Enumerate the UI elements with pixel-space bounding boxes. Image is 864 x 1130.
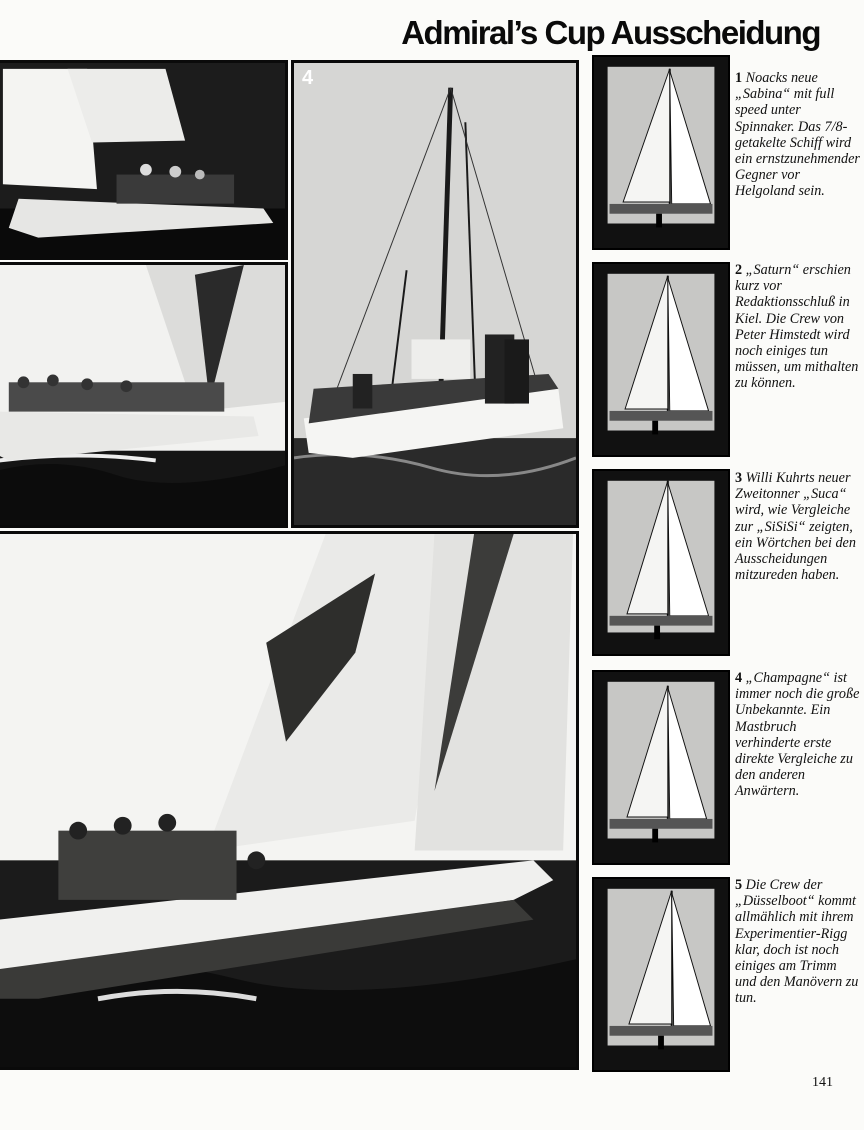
photo-top-left <box>0 60 288 260</box>
sail-plan-diagram-2 <box>592 262 730 457</box>
sail-plan-diagram-3 <box>592 469 730 656</box>
photo-large-bottom <box>0 531 579 1070</box>
caption-3: 3 Willi Kuhrts neuer Zweitonner „Suca“ wird, wie Vergleiche zur „SiSiSi“ zeigten, ein Wörtchen bei den Ausscheidungen mitzureden haben. <box>735 470 856 584</box>
sail-plan-diagram-5 <box>592 877 730 1072</box>
sail-plan-diagram-4 <box>592 670 730 865</box>
caption-4: 4 „Champagne“ ist immer noch die große Unbekannte. Ein Mastbruch verhinderte erste direkte Vergleiche zu den anderen Anwärtern. <box>735 670 860 800</box>
photo-champagne <box>291 60 579 528</box>
photo-middle-left <box>0 262 288 528</box>
page-number: 141 <box>812 1075 833 1090</box>
photo-number-label: 4 <box>302 67 314 89</box>
sail-plan-diagram-1 <box>592 55 730 250</box>
caption-1: 1 Noacks neue „Sabina“ mit full speed unter Spinnaker. Das 7/8-getakelte Schiff wird ein ernstzunehmender Gegner vor Helgoland sein. <box>735 70 860 200</box>
caption-2: 2 „Saturn“ erschien kurz vor Redaktionsschluß in Kiel. Die Crew von Peter Himstedt wird noch einiges tun müssen, um mithalten zu können. <box>735 262 859 392</box>
caption-5: 5 Die Crew der „Düsselboot“ kommt allmählich mit ihrem Experimentier-Rigg klar, doch ist noch einiges am Trimm und den Manövern zu tun. <box>735 877 859 1007</box>
page-title: Admiral’s Cup Ausscheidung <box>401 14 820 51</box>
